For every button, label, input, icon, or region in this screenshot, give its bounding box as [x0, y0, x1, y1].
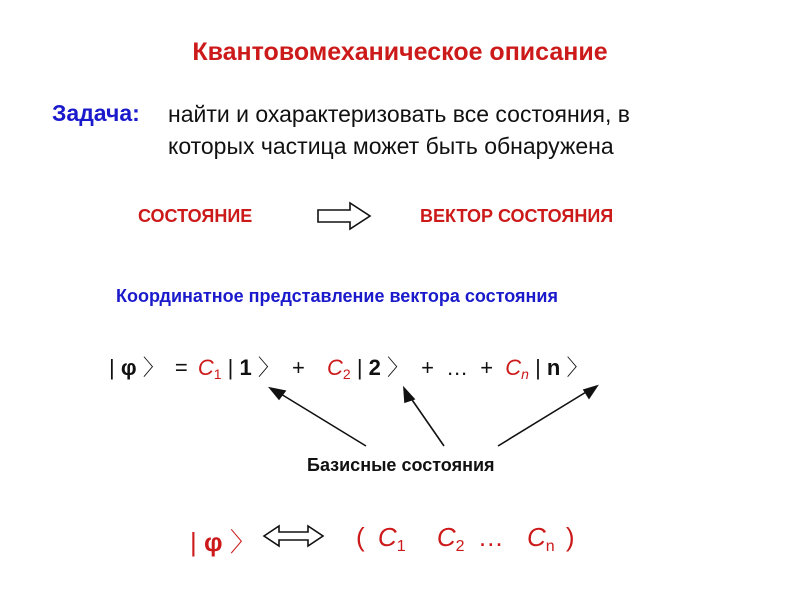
basis-arrowhead-1 — [270, 388, 285, 399]
equivalence-arrow-icon — [264, 526, 323, 546]
state-vector-expansion: | φ 〉 = $C_1$ | 1 〉 + $C_2$ | 2 〉 + … + $C_n$ | n 〉 — [109, 355, 589, 382]
basis-arrow-3 — [498, 389, 591, 446]
ket-lhs: | φ 〉 — [190, 527, 256, 557]
state-label: СОСТОЯНИЕ — [138, 206, 253, 226]
coordinate-representation-heading: Координатное представление вектора состояния — [116, 286, 558, 306]
mapping-arrow-icon — [318, 203, 370, 229]
close-paren: ) — [565, 522, 575, 552]
ket-open: | — [109, 355, 115, 380]
plus-sign: + — [292, 355, 305, 380]
page-title: Квантовомеханическое описание — [192, 38, 608, 66]
phi-symbol: φ — [120, 355, 137, 380]
equals-sign: = — [174, 355, 188, 380]
basis-arrows — [270, 386, 597, 446]
ellipsis: … — [446, 355, 469, 380]
basis-arrowhead-2 — [404, 388, 414, 402]
coefficient-cn: $C_n$ — [526, 522, 555, 555]
task-text-line-2: которых частица может быть обнаружена — [168, 133, 614, 159]
open-paren: ( — [356, 522, 365, 552]
task-label: Задача: — [52, 100, 140, 126]
coefficient-c1: $C_1$ — [377, 522, 406, 555]
coefficient-c2: $C_2$ — [327, 355, 351, 382]
state-vector-label: ВЕКТОР СОСТОЯНИЯ — [420, 206, 614, 226]
task-text-line-1: найти и охарактеризовать все состояния, в — [168, 101, 630, 127]
ket-close: 〉 — [142, 355, 165, 380]
phi-symbol: φ — [204, 527, 223, 557]
plus-sign: + — [421, 355, 435, 380]
coefficient-cn: $C_n$ — [505, 355, 529, 382]
basis-ket-1: 1 — [239, 355, 252, 380]
basis-ket-n: n — [546, 355, 561, 380]
basis-arrow-2 — [408, 394, 444, 446]
coefficient-c2: $C_2$ — [436, 522, 465, 555]
plus-sign: + — [480, 355, 494, 380]
coefficient-c1: $C_1$ — [197, 355, 222, 382]
basis-arrowhead-3 — [584, 386, 597, 398]
ellipsis: … — [477, 522, 504, 552]
basis-ket-2: 2 — [368, 355, 381, 380]
basis-states-label: Базисные состояния — [307, 455, 495, 475]
basis-arrow-1 — [276, 391, 366, 446]
coefficient-column — [356, 522, 575, 556]
